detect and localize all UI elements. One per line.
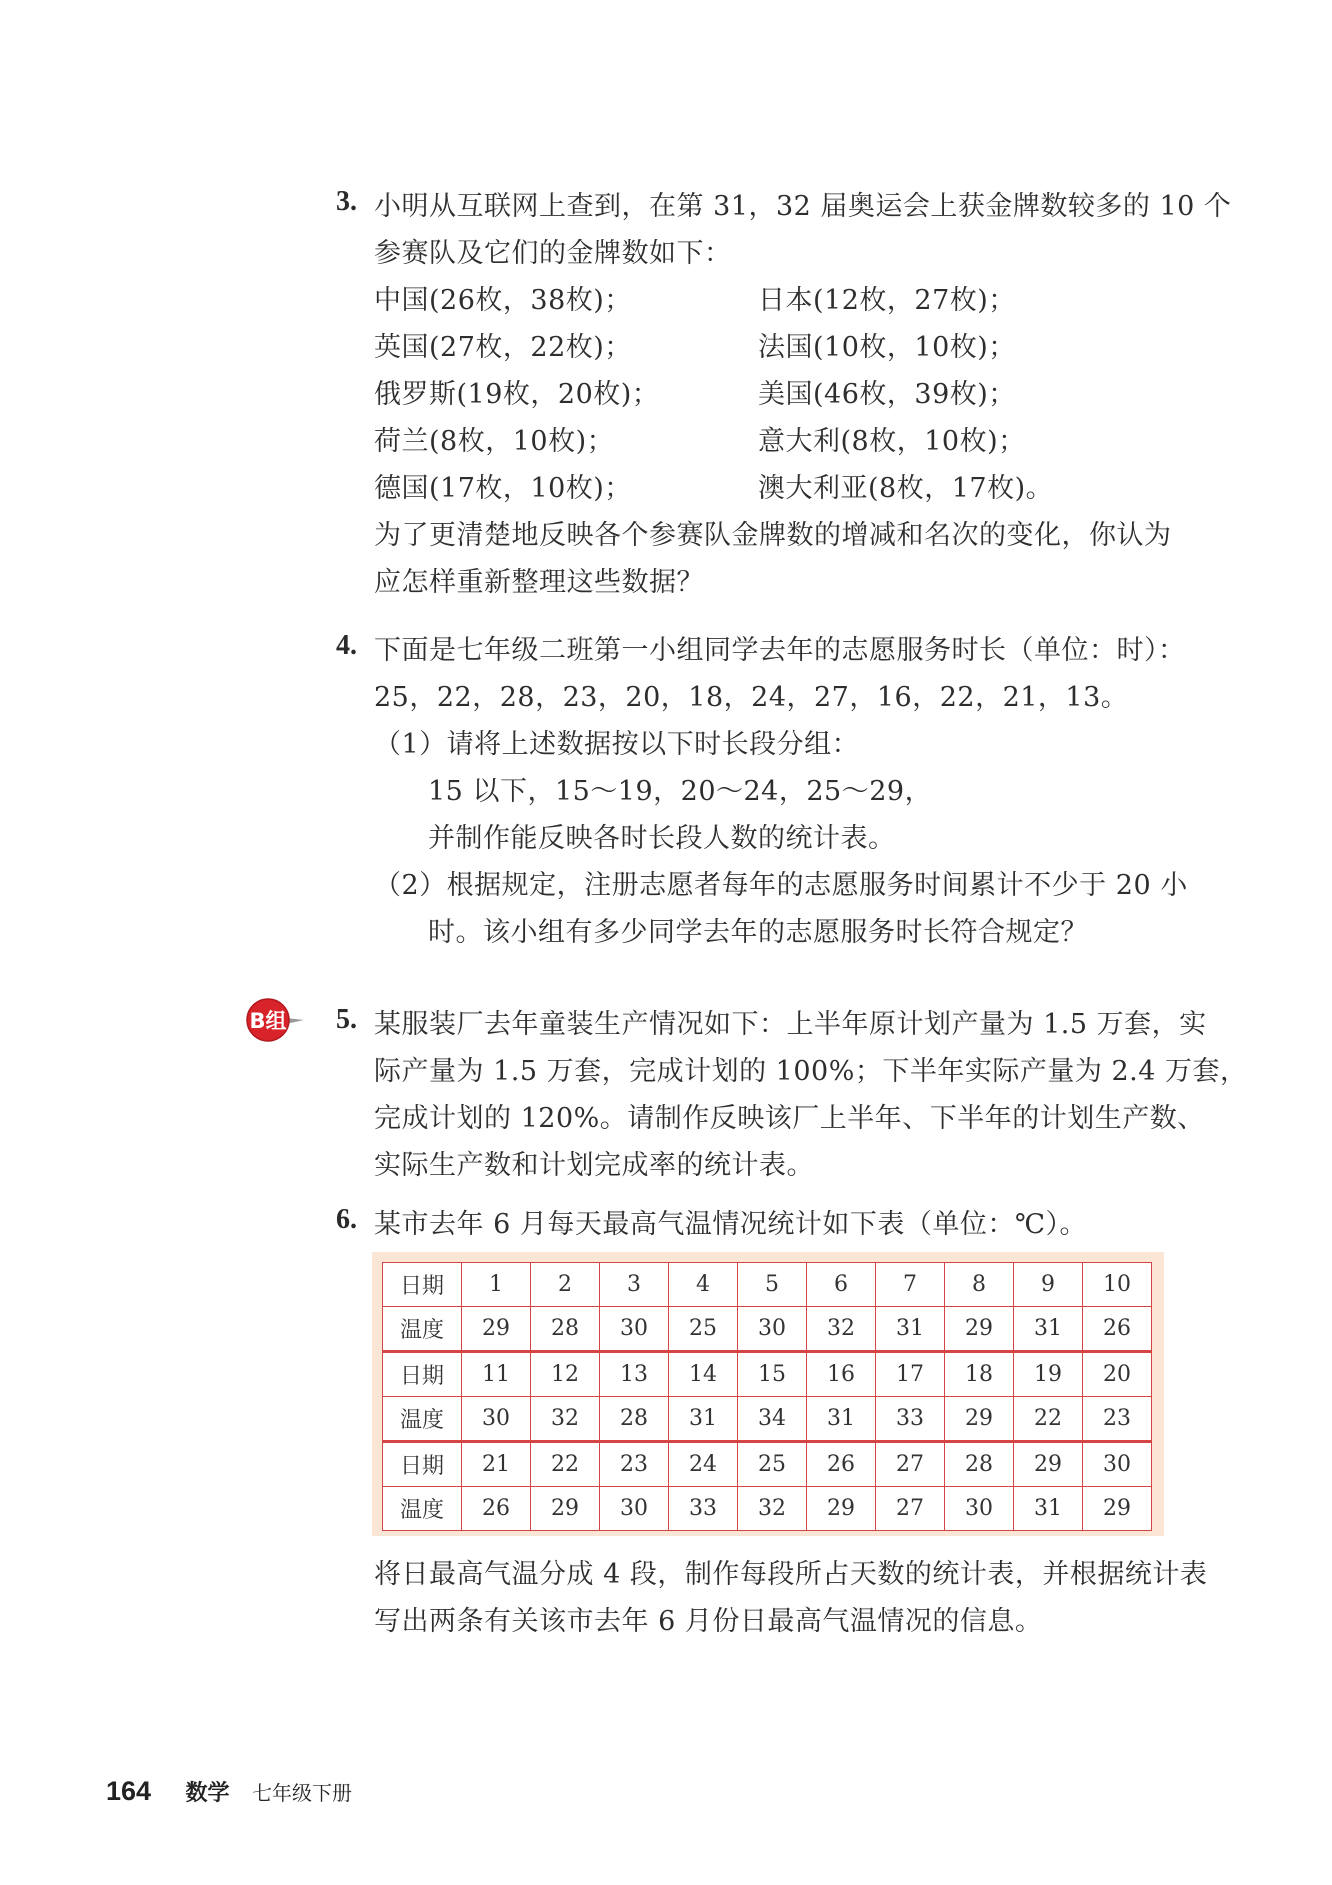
problem-text-line: 实际生产数和计划完成率的统计表。 — [374, 1150, 814, 1181]
date-cell: 3 — [600, 1263, 669, 1307]
team-entry: 荷兰(8枚，10枚)； — [374, 426, 615, 457]
temperature-cell: 25 — [669, 1307, 738, 1352]
temperature-cell: 29 — [1083, 1487, 1152, 1531]
problem-text-line: 将日最高气温分成 4 段，制作每段所占天数的统计表，并根据统计表 — [374, 1559, 1208, 1590]
date-cell: 5 — [738, 1263, 807, 1307]
date-header-cell: 日期 — [383, 1442, 462, 1487]
date-cell: 17 — [876, 1352, 945, 1397]
temperature-header-cell: 温度 — [383, 1397, 462, 1442]
temperature-table — [382, 1262, 1152, 1531]
problem-text-line: 下面是七年级二班第一小组同学去年的志愿服务时长（单位：时）： — [374, 635, 1186, 666]
sub-question-1-text: 并制作能反映各时长段人数的统计表。 — [428, 823, 896, 854]
date-cell: 2 — [531, 1263, 600, 1307]
team-entry: 日本(12枚，27枚)； — [758, 285, 1016, 316]
problem-text-line: 参赛队及它们的金牌数如下： — [374, 238, 732, 269]
date-cell: 16 — [807, 1352, 876, 1397]
sub-question-1: （1）请将上述数据按以下时长段分组： — [374, 729, 860, 760]
temperature-cell: 31 — [1014, 1307, 1083, 1352]
date-cell: 12 — [531, 1352, 600, 1397]
temperature-cell: 30 — [462, 1397, 531, 1442]
temperature-cell: 22 — [1014, 1397, 1083, 1442]
badge-label: B组 — [249, 1009, 287, 1033]
problem-number: 4. — [336, 630, 357, 661]
b-group-badge — [246, 998, 304, 1042]
team-entry: 意大利(8枚，10枚)； — [758, 426, 1026, 457]
problem-text-line: 某市去年 6 月每天最高气温情况统计如下表（单位：℃）。 — [374, 1209, 1088, 1240]
temperature-cell: 31 — [876, 1307, 945, 1352]
team-entry: 俄罗斯(19枚，20枚)； — [374, 379, 660, 410]
temperature-cell: 29 — [462, 1307, 531, 1352]
date-header-cell: 日期 — [383, 1352, 462, 1397]
grade-volume: 七年级下册 — [251, 1783, 352, 1805]
date-cell: 6 — [807, 1263, 876, 1307]
date-cell: 19 — [1014, 1352, 1083, 1397]
sub-question-2-text: 时。该小组有多少同学去年的志愿服务时长符合规定？ — [428, 917, 1088, 948]
team-entry: 澳大利亚(8枚，17枚)。 — [758, 473, 1054, 504]
temperature-cell: 32 — [738, 1487, 807, 1531]
date-cell: 22 — [531, 1442, 600, 1487]
temperature-cell: 26 — [462, 1487, 531, 1531]
date-cell: 24 — [669, 1442, 738, 1487]
temperature-cell: 28 — [531, 1307, 600, 1352]
temperature-cell: 33 — [876, 1397, 945, 1442]
date-cell: 8 — [945, 1263, 1014, 1307]
temperature-cell: 29 — [945, 1397, 1014, 1442]
temperature-cell: 32 — [531, 1397, 600, 1442]
temperature-header-cell: 温度 — [383, 1307, 462, 1352]
temperature-row — [383, 1397, 1152, 1442]
date-header-cell: 日期 — [383, 1263, 462, 1307]
date-row — [383, 1442, 1152, 1487]
temperature-cell: 27 — [876, 1487, 945, 1531]
volunteer-hours-data: 25，22，28，23，20，18，24，27，16，22，21，13。 — [374, 682, 1129, 713]
temperature-cell: 34 — [738, 1397, 807, 1442]
team-entry: 英国(27枚，22枚)； — [374, 332, 632, 363]
temperature-cell: 26 — [1083, 1307, 1152, 1352]
date-cell: 13 — [600, 1352, 669, 1397]
date-cell: 28 — [945, 1442, 1014, 1487]
date-cell: 1 — [462, 1263, 531, 1307]
problem-number: 6. — [336, 1204, 357, 1235]
temperature-cell: 30 — [738, 1307, 807, 1352]
problem-text-line: 际产量为 1.5 万套，完成计划的 100%；下半年实际产量为 2.4 万套， — [374, 1056, 1248, 1087]
temperature-row — [383, 1487, 1152, 1531]
date-cell: 30 — [1083, 1442, 1152, 1487]
temperature-cell: 28 — [600, 1397, 669, 1442]
date-cell: 27 — [876, 1442, 945, 1487]
temperature-table-frame — [372, 1252, 1164, 1536]
temperature-cell: 23 — [1083, 1397, 1152, 1442]
problem-text-line: 完成计划的 120%。请制作反映该厂上半年、下半年的计划生产数、 — [374, 1103, 1205, 1134]
temperature-header-cell: 温度 — [383, 1487, 462, 1531]
temperature-cell: 29 — [945, 1307, 1014, 1352]
problem-text-line: 某服装厂去年童装生产情况如下：上半年原计划产量为 1.5 万套，实 — [374, 1009, 1207, 1040]
temperature-cell: 29 — [807, 1487, 876, 1531]
problem-text-line: 为了更清楚地反映各个参赛队金牌数的增减和名次的变化，你认为 — [374, 520, 1172, 551]
page-footer — [106, 1776, 352, 1807]
date-cell: 25 — [738, 1442, 807, 1487]
temperature-cell: 30 — [600, 1487, 669, 1531]
temperature-cell: 33 — [669, 1487, 738, 1531]
temperature-cell: 31 — [807, 1397, 876, 1442]
temperature-row — [383, 1307, 1152, 1352]
date-row — [383, 1263, 1152, 1307]
temperature-cell: 29 — [531, 1487, 600, 1531]
temperature-cell: 31 — [669, 1397, 738, 1442]
date-cell: 20 — [1083, 1352, 1152, 1397]
date-cell: 23 — [600, 1442, 669, 1487]
date-cell: 7 — [876, 1263, 945, 1307]
date-cell: 9 — [1014, 1263, 1083, 1307]
team-entry: 中国(26枚，38枚)； — [374, 285, 632, 316]
temperature-cell: 30 — [945, 1487, 1014, 1531]
date-cell: 14 — [669, 1352, 738, 1397]
date-cell: 11 — [462, 1352, 531, 1397]
date-cell: 29 — [1014, 1442, 1083, 1487]
date-cell: 4 — [669, 1263, 738, 1307]
subject-name: 数学 — [185, 1780, 230, 1805]
date-row — [383, 1352, 1152, 1397]
problem-number: 3. — [336, 186, 357, 217]
date-cell: 15 — [738, 1352, 807, 1397]
problem-text-line: 小明从互联网上查到，在第 31，32 届奥运会上获金牌数较多的 10 个 — [374, 191, 1232, 222]
sub-question-2: （2）根据规定，注册志愿者每年的志愿服务时间累计不少于 20 小 — [374, 870, 1188, 901]
team-entry: 美国(46枚，39枚)； — [758, 379, 1016, 410]
date-cell: 18 — [945, 1352, 1014, 1397]
problem-number: 5. — [336, 1004, 357, 1035]
date-cell: 21 — [462, 1442, 531, 1487]
problem-text-line: 应怎样重新整理这些数据？ — [374, 567, 704, 598]
sub-question-1-groups: 15 以下，15～19，20～24，25～29， — [428, 776, 933, 807]
temperature-cell: 32 — [807, 1307, 876, 1352]
page-number: 164 — [106, 1776, 152, 1806]
temperature-cell: 31 — [1014, 1487, 1083, 1531]
team-entry: 德国(17枚，10枚)； — [374, 473, 632, 504]
team-entry: 法国(10枚，10枚)； — [758, 332, 1016, 363]
problem-text-line: 写出两条有关该市去年 6 月份日最高气温情况的信息。 — [374, 1606, 1043, 1637]
date-cell: 10 — [1083, 1263, 1152, 1307]
date-cell: 26 — [807, 1442, 876, 1487]
temperature-cell: 30 — [600, 1307, 669, 1352]
